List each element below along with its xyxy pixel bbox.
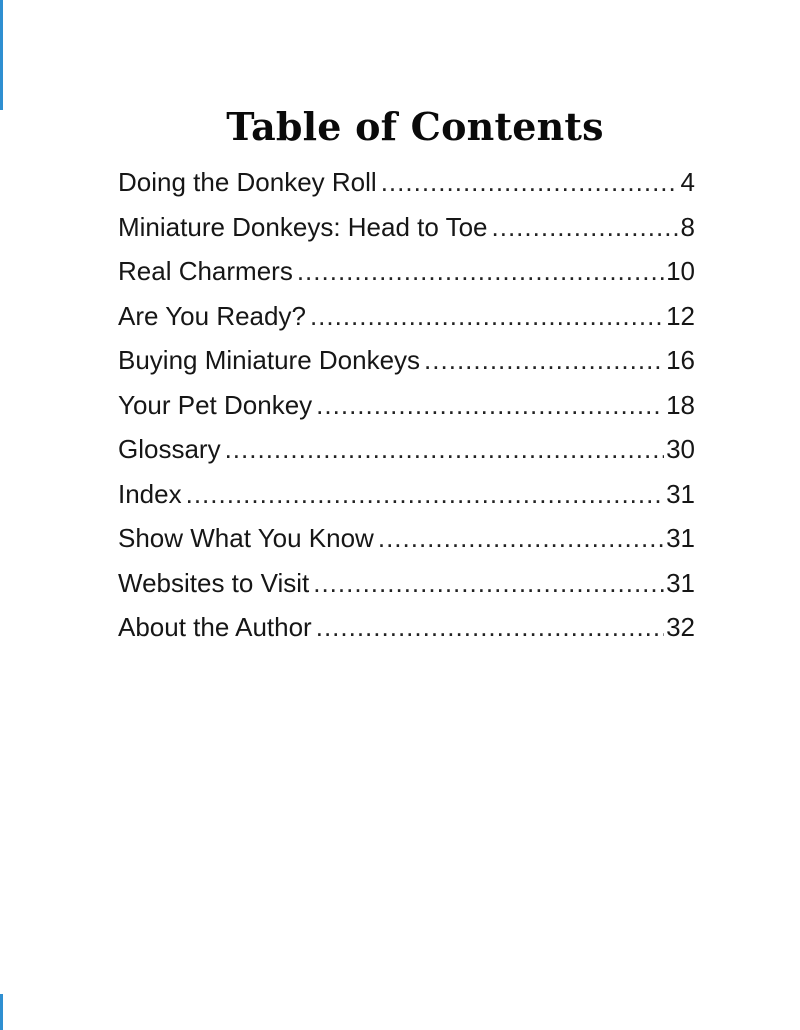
toc-entry-page-number: 30 bbox=[666, 434, 695, 464]
toc-entry[interactable] bbox=[118, 160, 695, 205]
toc-entry-page-number: 8 bbox=[680, 211, 695, 242]
toc-entry-title: Show What You Know bbox=[118, 523, 374, 553]
dot-leader bbox=[316, 383, 664, 428]
toc-entry[interactable] bbox=[118, 294, 695, 339]
toc-entry-title: Your Pet Donkey bbox=[118, 389, 313, 420]
dot-leader bbox=[381, 160, 679, 205]
toc-entry[interactable] bbox=[118, 383, 695, 428]
toc-entry-title: Doing the Donkey Roll bbox=[118, 167, 377, 197]
toc-entry-title: Are You Ready? bbox=[118, 300, 306, 331]
dot-leader bbox=[424, 338, 664, 383]
toc-entry[interactable] bbox=[118, 249, 695, 294]
toc-entry-page-number: 4 bbox=[680, 167, 695, 197]
toc-entry[interactable] bbox=[118, 427, 695, 472]
toc-entry[interactable] bbox=[118, 338, 695, 383]
dot-leader bbox=[492, 205, 679, 250]
toc-entry-page-number: 12 bbox=[666, 300, 695, 331]
toc-entry[interactable] bbox=[118, 561, 695, 606]
dot-leader bbox=[313, 561, 664, 606]
dot-leader bbox=[378, 516, 664, 561]
page-title: Table of Contents bbox=[226, 104, 604, 149]
page-edge-marker-bottom bbox=[0, 994, 3, 1030]
toc-entry[interactable] bbox=[118, 472, 695, 517]
page-edge-marker-top bbox=[0, 0, 3, 110]
toc-entry-page-number: 16 bbox=[666, 345, 695, 375]
toc-entry-title: Glossary bbox=[118, 434, 221, 464]
dot-leader bbox=[297, 249, 664, 294]
toc-entry[interactable] bbox=[118, 205, 695, 250]
toc-entry-title: Buying Miniature Donkeys bbox=[118, 345, 421, 375]
toc-entry-page-number: 31 bbox=[666, 478, 695, 509]
toc-entry[interactable] bbox=[118, 605, 695, 650]
dot-leader bbox=[186, 472, 664, 517]
table-of-contents bbox=[118, 160, 695, 650]
toc-entry-title: About the Author bbox=[118, 612, 312, 642]
toc-entry-page-number: 31 bbox=[666, 523, 695, 553]
toc-entry-page-number: 31 bbox=[666, 567, 695, 598]
toc-entry-title: Index bbox=[118, 478, 182, 509]
toc-entry-title: Real Charmers bbox=[118, 256, 293, 286]
toc-entry-page-number: 10 bbox=[666, 256, 695, 286]
toc-entry-page-number: 32 bbox=[666, 612, 695, 642]
toc-entry-title: Websites to Visit bbox=[118, 567, 310, 598]
toc-entry[interactable] bbox=[118, 516, 695, 561]
dot-leader bbox=[225, 427, 665, 472]
toc-entry-page-number: 18 bbox=[666, 389, 695, 420]
dot-leader bbox=[310, 294, 664, 339]
dot-leader bbox=[316, 605, 664, 650]
toc-entry-title: Miniature Donkeys: Head to Toe bbox=[118, 211, 488, 242]
